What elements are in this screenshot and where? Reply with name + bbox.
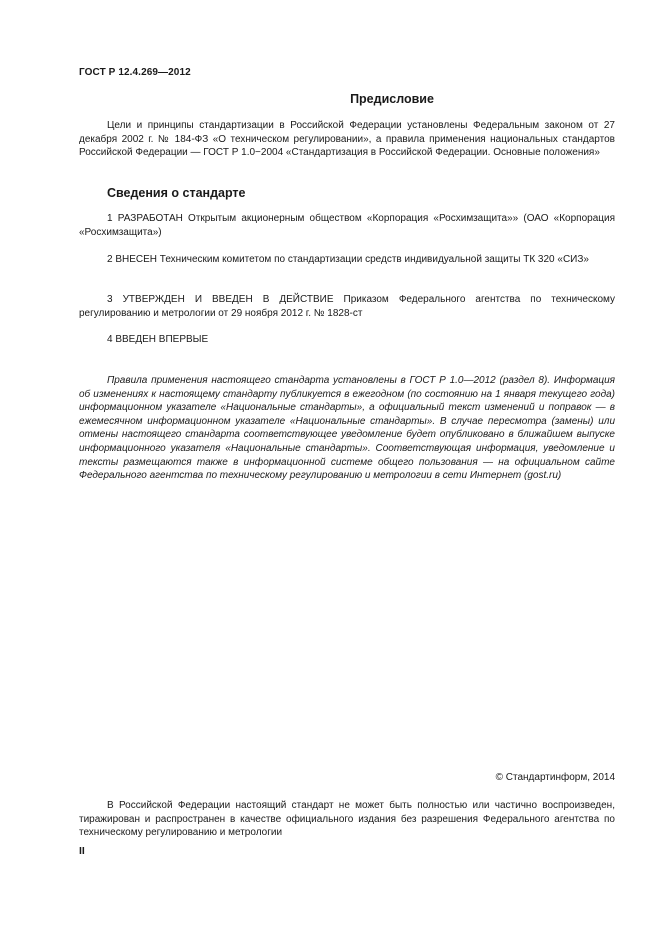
standard-info-item-2: 2 ВНЕСЕН Техническим комитетом по стандартизации средств индивидуальной защиты ТК 320 «СИЗ» — [107, 254, 589, 265]
reproduction-notice: В Российской Федерации настоящий стандарт не может быть полностью или частично воспроизведен, тиражирован и распространен в качестве официального издания без разрешения Федерального агентства по техническому регулированию и метрологии — [79, 800, 615, 839]
copyright-line: © Стандартинформ, 2014 — [495, 772, 615, 783]
document-page — [79, 0, 615, 935]
application-rules-note: Правила применения настоящего стандарта установлены в ГОСТ Р 1.0—2012 (раздел 8). Информация об изменениях к настоящему стандарту публикуется в ежегодном (по состоянию на 1 января текущего года) информационном указателе «Национальные стандарты», а официальный текст изменений и поправок — в ежемесячном информационном указателе «Национальные стандарты». В случае пересмотра (замены) или отмены настоящего стандарта соответствующее уведомление будет опубликовано в ближайшем выпуске информационного указателя «Национальные стандарты». Соответствующая информация, уведомление и тексты размещаются также в информационной системе общего пользования — на официальном сайте Федерального агентства по техническому регулированию и метрологии в сети Интернет (gost.ru) — [79, 375, 615, 482]
standard-info-item-1: 1 РАЗРАБОТАН Открытым акционерным обществом «Корпорация «Росхимзащита»» (ОАО «Корпорация «Росхимзащита») — [79, 213, 615, 238]
standard-info-item-4: 4 ВВЕДЕН ВПЕРВЫЕ — [107, 334, 209, 345]
page-number: II — [79, 845, 85, 857]
standard-info-item-3: 3 УТВЕРЖДЕН И ВВЕДЕН В ДЕЙСТВИЕ Приказом Федерального агентства по техническому регулированию и метрологии от 29 ноября 2012 г. № 1828-ст — [79, 294, 615, 319]
foreword-text: Цели и принципы стандартизации в Российской Федерации установлены Федеральным законом от 27 декабря 2002 г. № 184-ФЗ «О техническом регулировании», а правила применения национальных стандартов Российской Федерации — ГОСТ Р 1.0−2004 «Стандартизация в Российской Федерации. Основные положения» — [79, 120, 615, 159]
document-code: ГОСТ Р 12.4.269—2012 — [79, 67, 191, 78]
standard-info-title: Сведения о стандарте — [107, 186, 246, 200]
foreword-title: Предисловие — [350, 92, 434, 106]
